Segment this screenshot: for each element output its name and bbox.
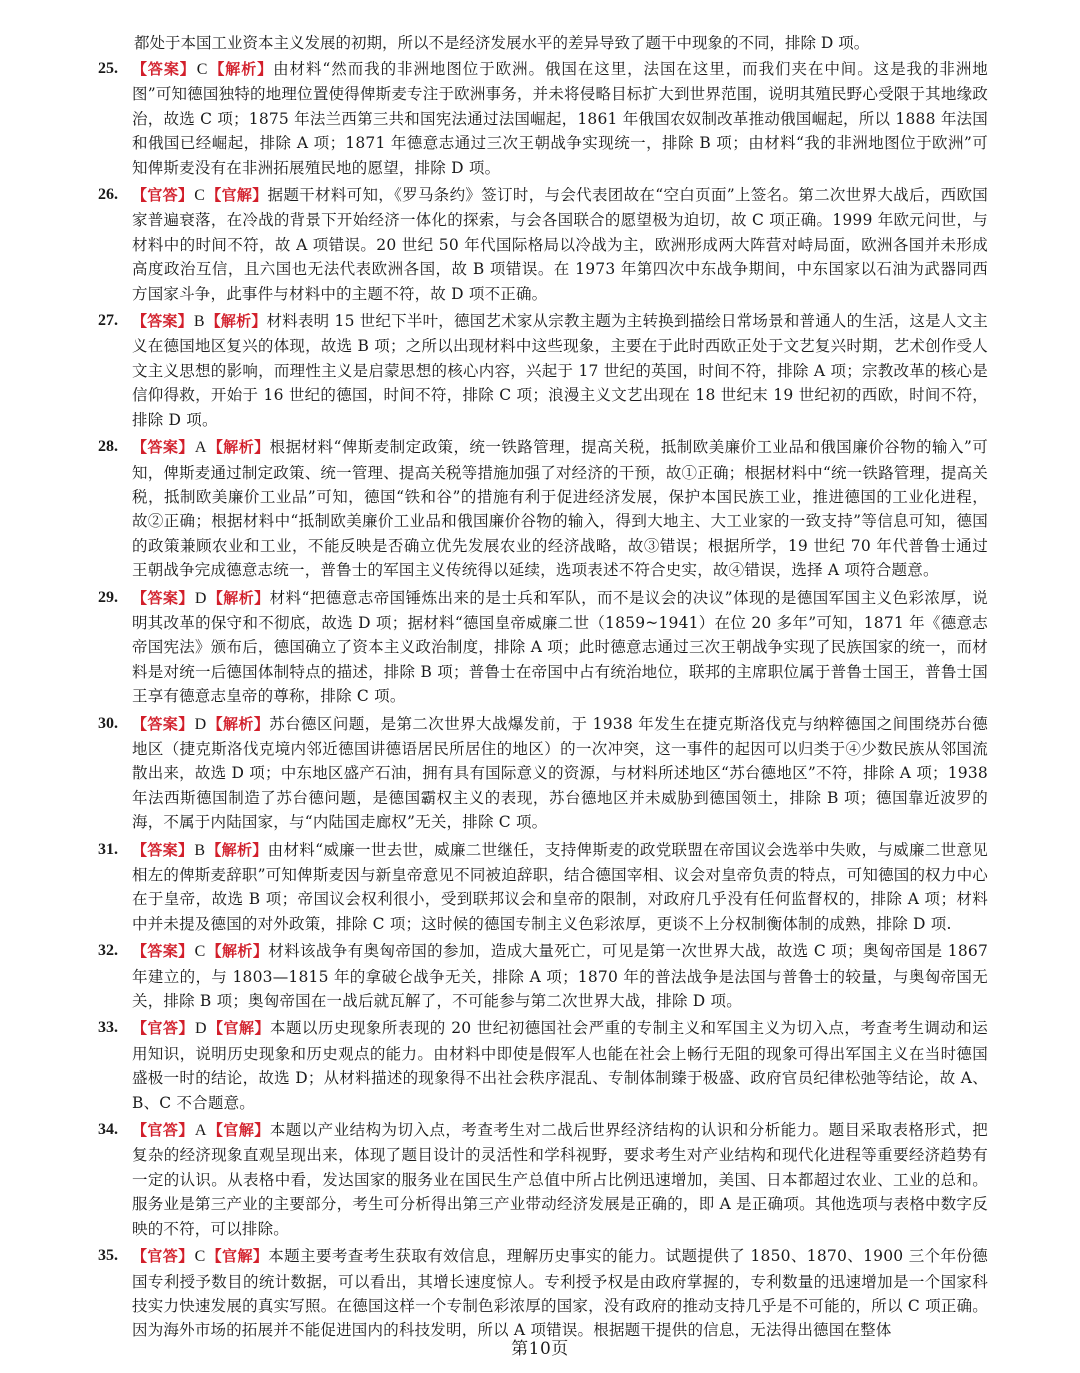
continued-paragraph: 都处于本国工业资本主义发展的初期，所以不是经济发展水平的差异导致了题干中现象的不同，排除 D 项。 <box>134 34 870 52</box>
answer-tag: 【答案】 <box>132 840 194 859</box>
answer-tag: 【答案】 <box>132 438 194 457</box>
answer-letter: C <box>194 1248 206 1266</box>
answer-letter: D <box>194 1020 207 1038</box>
question-number: 28. <box>98 438 118 456</box>
answer-tag: 【官答】 <box>132 1019 194 1038</box>
analysis-tag: 【官解】 <box>207 1121 270 1140</box>
analysis-tag: 【解析】 <box>207 714 270 733</box>
answer-body <box>132 1244 988 1343</box>
answer-item <box>98 838 988 937</box>
analysis-text: 材料“把德意志帝国锤炼出来的是士兵和军队，而不是议会的决议”体现的是德国军国主义色彩浓厚，说明其改革的保守和不彻底，故选 D 项；据材料“德国皇帝威廉二世（1859~1941）在位 20 多年”可知，1871 年《德意志帝国宪法》颁布后，德国确立了资本主义政治制度，排除 A 项；此时德意志通过三次王朝战争实现了民族国家的统一，而材料是对统一后德国体制特点的描述，排除 B 项；普鲁士在帝国中占有统治地位，联邦的主席职位属于普鲁士国王，普鲁士国王享有德意志皇帝的尊称，排除 C 项。 <box>132 588 988 706</box>
analysis-tag: 【解析】 <box>208 60 274 78</box>
answer-letter: A <box>194 1122 207 1140</box>
analysis-tag: 【解析】 <box>205 312 267 331</box>
question-number: 30. <box>98 714 118 732</box>
answer-letter: C <box>194 943 206 961</box>
answer-body <box>132 57 988 180</box>
answer-tag: 【答案】 <box>132 942 194 961</box>
answer-item <box>98 435 988 582</box>
question-number: 32. <box>98 942 118 960</box>
answer-letter: C <box>194 187 206 205</box>
answer-item <box>98 183 988 306</box>
question-number: 33. <box>98 1019 118 1037</box>
answer-body <box>132 309 988 432</box>
answer-item <box>98 1118 988 1241</box>
answer-tag: 【答案】 <box>132 60 196 78</box>
answer-list <box>98 57 988 1346</box>
answer-tag: 【官答】 <box>132 1121 194 1140</box>
question-number: 25. <box>98 60 118 77</box>
analysis-text: 苏台德区问题，是第二次世界大战爆发前，于 1938 年发生在捷克斯洛伐克与纳粹德国之间围绕苏台德地区（捷克斯洛伐克境内邻近德国讲德语居民所居住的地区）的一次冲突，这一事件的起因可以归类于④少数民族从邻国流散出来，故选 D 项；中东地区盛产石油，拥有具有国际意义的资源，与材料所述地区“苏台德地区”不符，排除 A 项；1938 年法西斯德国制造了苏台德问题，是德国霸权主义的表现，苏台德地区并未威胁到德国领土，排除 B 项；德国靠近波罗的海，不属于内陆国家，与“内陆国走廊权”无关，排除 C 项。 <box>132 714 988 832</box>
answer-tag: 【官答】 <box>132 1247 194 1266</box>
analysis-tag: 【解析】 <box>206 942 269 961</box>
analysis-text: 材料该战争有奥匈帝国的参加，造成大量死亡，可见是第一次世界大战，故选 C 项；奥匈帝国是 1867 年建立的，与 1803—1815 年的拿破仑战争无关，排除 A 项；1870 年的普法战争是法国与普鲁士的较量，与奥匈帝国无关，排除 B 项；奥匈帝国在一战后就瓦解了，不可能参与第二次世界大战，排除 D 项。 <box>132 942 989 1011</box>
answer-letter: D <box>194 715 207 733</box>
answer-letter: C <box>196 61 208 78</box>
question-number: 26. <box>98 186 118 204</box>
analysis-tag: 【解析】 <box>207 438 270 457</box>
question-number: 31. <box>98 840 118 858</box>
answer-body <box>132 939 988 1013</box>
question-number: 35. <box>98 1247 118 1265</box>
answer-tag: 【官答】 <box>132 186 194 205</box>
answer-body <box>132 183 988 306</box>
answer-letter: B <box>193 313 205 331</box>
answer-letter: B <box>194 841 206 859</box>
answer-body <box>132 1118 988 1241</box>
analysis-text: 材料表明 15 世纪下半叶，德国艺术家从宗教主题为主转换到描绘日常场景和普通人的生活，这是人文主义在德国地区复兴的体现，故选 B 项；之所以出现材料中这些现象，主要在于此时西欧正处于文艺复兴时期，艺术创作受人文主义思想的影响，而理性主义是启蒙思想的核心内容，兴起于 17 世纪的英国，时间不符，排除 A 项；宗教改革的核心是信仰得救，开始于 16 世纪的德国，时间不符，排除 C 项；浪漫主义文艺出现在 18 世纪末 19 世纪初的西欧，时间不符，排除 D 项。 <box>132 312 988 429</box>
analysis-tag: 【解析】 <box>206 840 268 859</box>
answer-item <box>98 1016 988 1115</box>
analysis-tag: 【解析】 <box>207 588 270 607</box>
page-number: 第10页 <box>511 1339 569 1359</box>
answer-tag: 【答案】 <box>132 714 194 733</box>
analysis-text: 本题主要考查考生获取有效信息，理解历史事实的能力。试题提供了 1850、1870、1900 三个年份德国专利授予数目的统计数据，可以看出，其增长速度惊人。专利授予权是由政府掌握的，专利数量的迅速增加是一个国家科技实力快速发展的真实写照。在德国这样一个专制色彩浓厚的国家，没有政府的推动支持几乎是不可能的，所以 C 项正确。因为海外市场的拓展并不能促进国内的科技发明，所以 A 项错误。根据题干提供的信息，无法得出德国在整体 <box>132 1247 988 1340</box>
analysis-tag: 【官解】 <box>206 186 268 205</box>
question-number: 27. <box>98 312 118 330</box>
analysis-text: 根据材料“俾斯麦制定政策，统一铁路管理，提高关税，抵制欧美廉价工业品和俄国廉价谷物的输入”可知，俾斯麦通过制定政策、统一管理、提高关税等措施加强了对经济的干预，故①正确；根据材料中“统一铁路管理，提高关税，抵制欧美廉价工业品”可知，德国“铁和谷”的措施有利于促进经济发展，保护本国民族工业，推进德国的工业化进程，故②正确；根据材料中“抵制欧美廉价工业品和俄国廉价谷物的输入，得到大地主、大工业家的一致支持”等信息可知，德国的政策兼顾农业和工业，不能反映是否确立优先发展农业的经济战略，故③错误；根据所学，19 世纪 70 年代普鲁士通过王朝战争完成德意志统一，普鲁士的军国主义传统得以延续，选项表述不符合史实，故④错误，选择 A 项符合题意。 <box>132 438 988 580</box>
answer-item <box>98 939 988 1013</box>
answer-tag: 【答案】 <box>132 588 194 607</box>
answer-item <box>98 309 988 432</box>
answer-item <box>98 586 988 709</box>
answer-letter: D <box>194 589 207 607</box>
answer-body <box>132 838 988 937</box>
analysis-text: 本题以产业结构为切入点，考查考生对二战后世界经济结构的认识和分析能力。题目采取表格形式，把复杂的经济现象直观呈现出来，体现了题目设计的灵活性和学科视野，要求考生对产业结构和现代化进程等重要经济趋势有一定的认识。从表格中看，发达国家的服务业在国民生产总值中所占比例迅速增加，美国、日本都超过农业、工业的总和。服务业是第三产业的主要部分，考生可分析得出第三产业带动经济发展是正确的，即 A 是正确项。其他选项与表格中数字反映的不符，可以排除。 <box>132 1121 988 1238</box>
question-number: 34. <box>98 1121 118 1139</box>
answer-letter: A <box>194 439 207 457</box>
answer-item <box>98 712 988 835</box>
answer-body <box>132 435 988 582</box>
answer-body <box>132 586 988 709</box>
answer-tag: 【答案】 <box>132 312 193 331</box>
analysis-text: 由材料“然而我的非洲地图位于欧洲。俄国在这里，法国在这里，而我们夹在中间。这是我的非洲地图”可知德国独特的地理位置使得俾斯麦专注于欧洲事务，并未将侵略目标扩大到世界范围，说明其殖民野心受限于其地缘政治，故选 C 项；1875 年法兰西第三共和国宪法通过法国崛起，1861 年俄国农奴制改革推动俄国崛起，所以 1888 年法国和俄国已经崛起，排除 A 项；1871 年德意志通过三次王朝战争实现统一，排除 B 项；由材料“我的非洲地图位于欧洲”可知俾斯麦没有在非洲拓展殖民地的愿望，排除 D 项。 <box>132 60 988 177</box>
answer-item <box>98 57 988 180</box>
answer-body <box>132 712 988 835</box>
analysis-text: 据题干材料可知，《罗马条约》签订时，与会代表团故在“空白页面”上签名。第二次世界大战后，西欧国家普遍衰落，在冷战的背景下开始经济一体化的探索，与会各国联合的愿望极为迫切，故 C 项正确。1999 年欧元问世，与材料中的时间不符，故 A 项错误。20 世纪 50 年代国际格局以冷战为主，欧洲形成两大阵营对峙局面，欧洲各国并未形成高度政治互信，且六国也无法代表欧洲各国，故 B 项错误。在 1973 年第四次中东战争期间，中东国家以石油为武器同西方国家斗争，此事件与材料中的主题不符，故 D 项不正确。 <box>132 186 988 303</box>
question-number: 29. <box>98 588 118 606</box>
analysis-tag: 【官解】 <box>207 1019 270 1038</box>
analysis-text: 由材料“威廉一世去世，威廉二世继任，支持俾斯麦的政党联盟在帝国议会选举中失败，与威廉二世意见相左的俾斯麦辞职”可知俾斯麦因与新皇帝意见不同被迫辞职，结合德国宰相、议会对皇帝负责的特点，可知德国的权力中心在于皇帝，故选 B 项；帝国议会权利很小，受到联邦议会和皇帝的限制，对政府几乎没有任何监督权的，排除 A 项；材料中并未提及德国的对外政策，排除 C 项；这时候的德国专制主义色彩浓厚，更谈不上分权制衡体制的成熟，排除 D 项. <box>132 840 988 933</box>
answer-item <box>98 1244 988 1343</box>
answer-body <box>132 1016 988 1115</box>
analysis-text: 本题以历史现象所表现的 20 世纪初德国社会严重的专制主义和军国主义为切入点，考查考生调动和运用知识，说明历史现象和历史观点的能力。由材料中即使是假军人也能在社会上畅行无阻的现象可得出军国主义在当时德国盛极一时的结论，故选 D；从材料描述的现象得不出社会秩序混乱、专制体制臻于极盛、政府官员纪律松弛等结论，故 A、B、C 不合题意。 <box>132 1019 988 1112</box>
analysis-tag: 【官解】 <box>206 1247 269 1266</box>
